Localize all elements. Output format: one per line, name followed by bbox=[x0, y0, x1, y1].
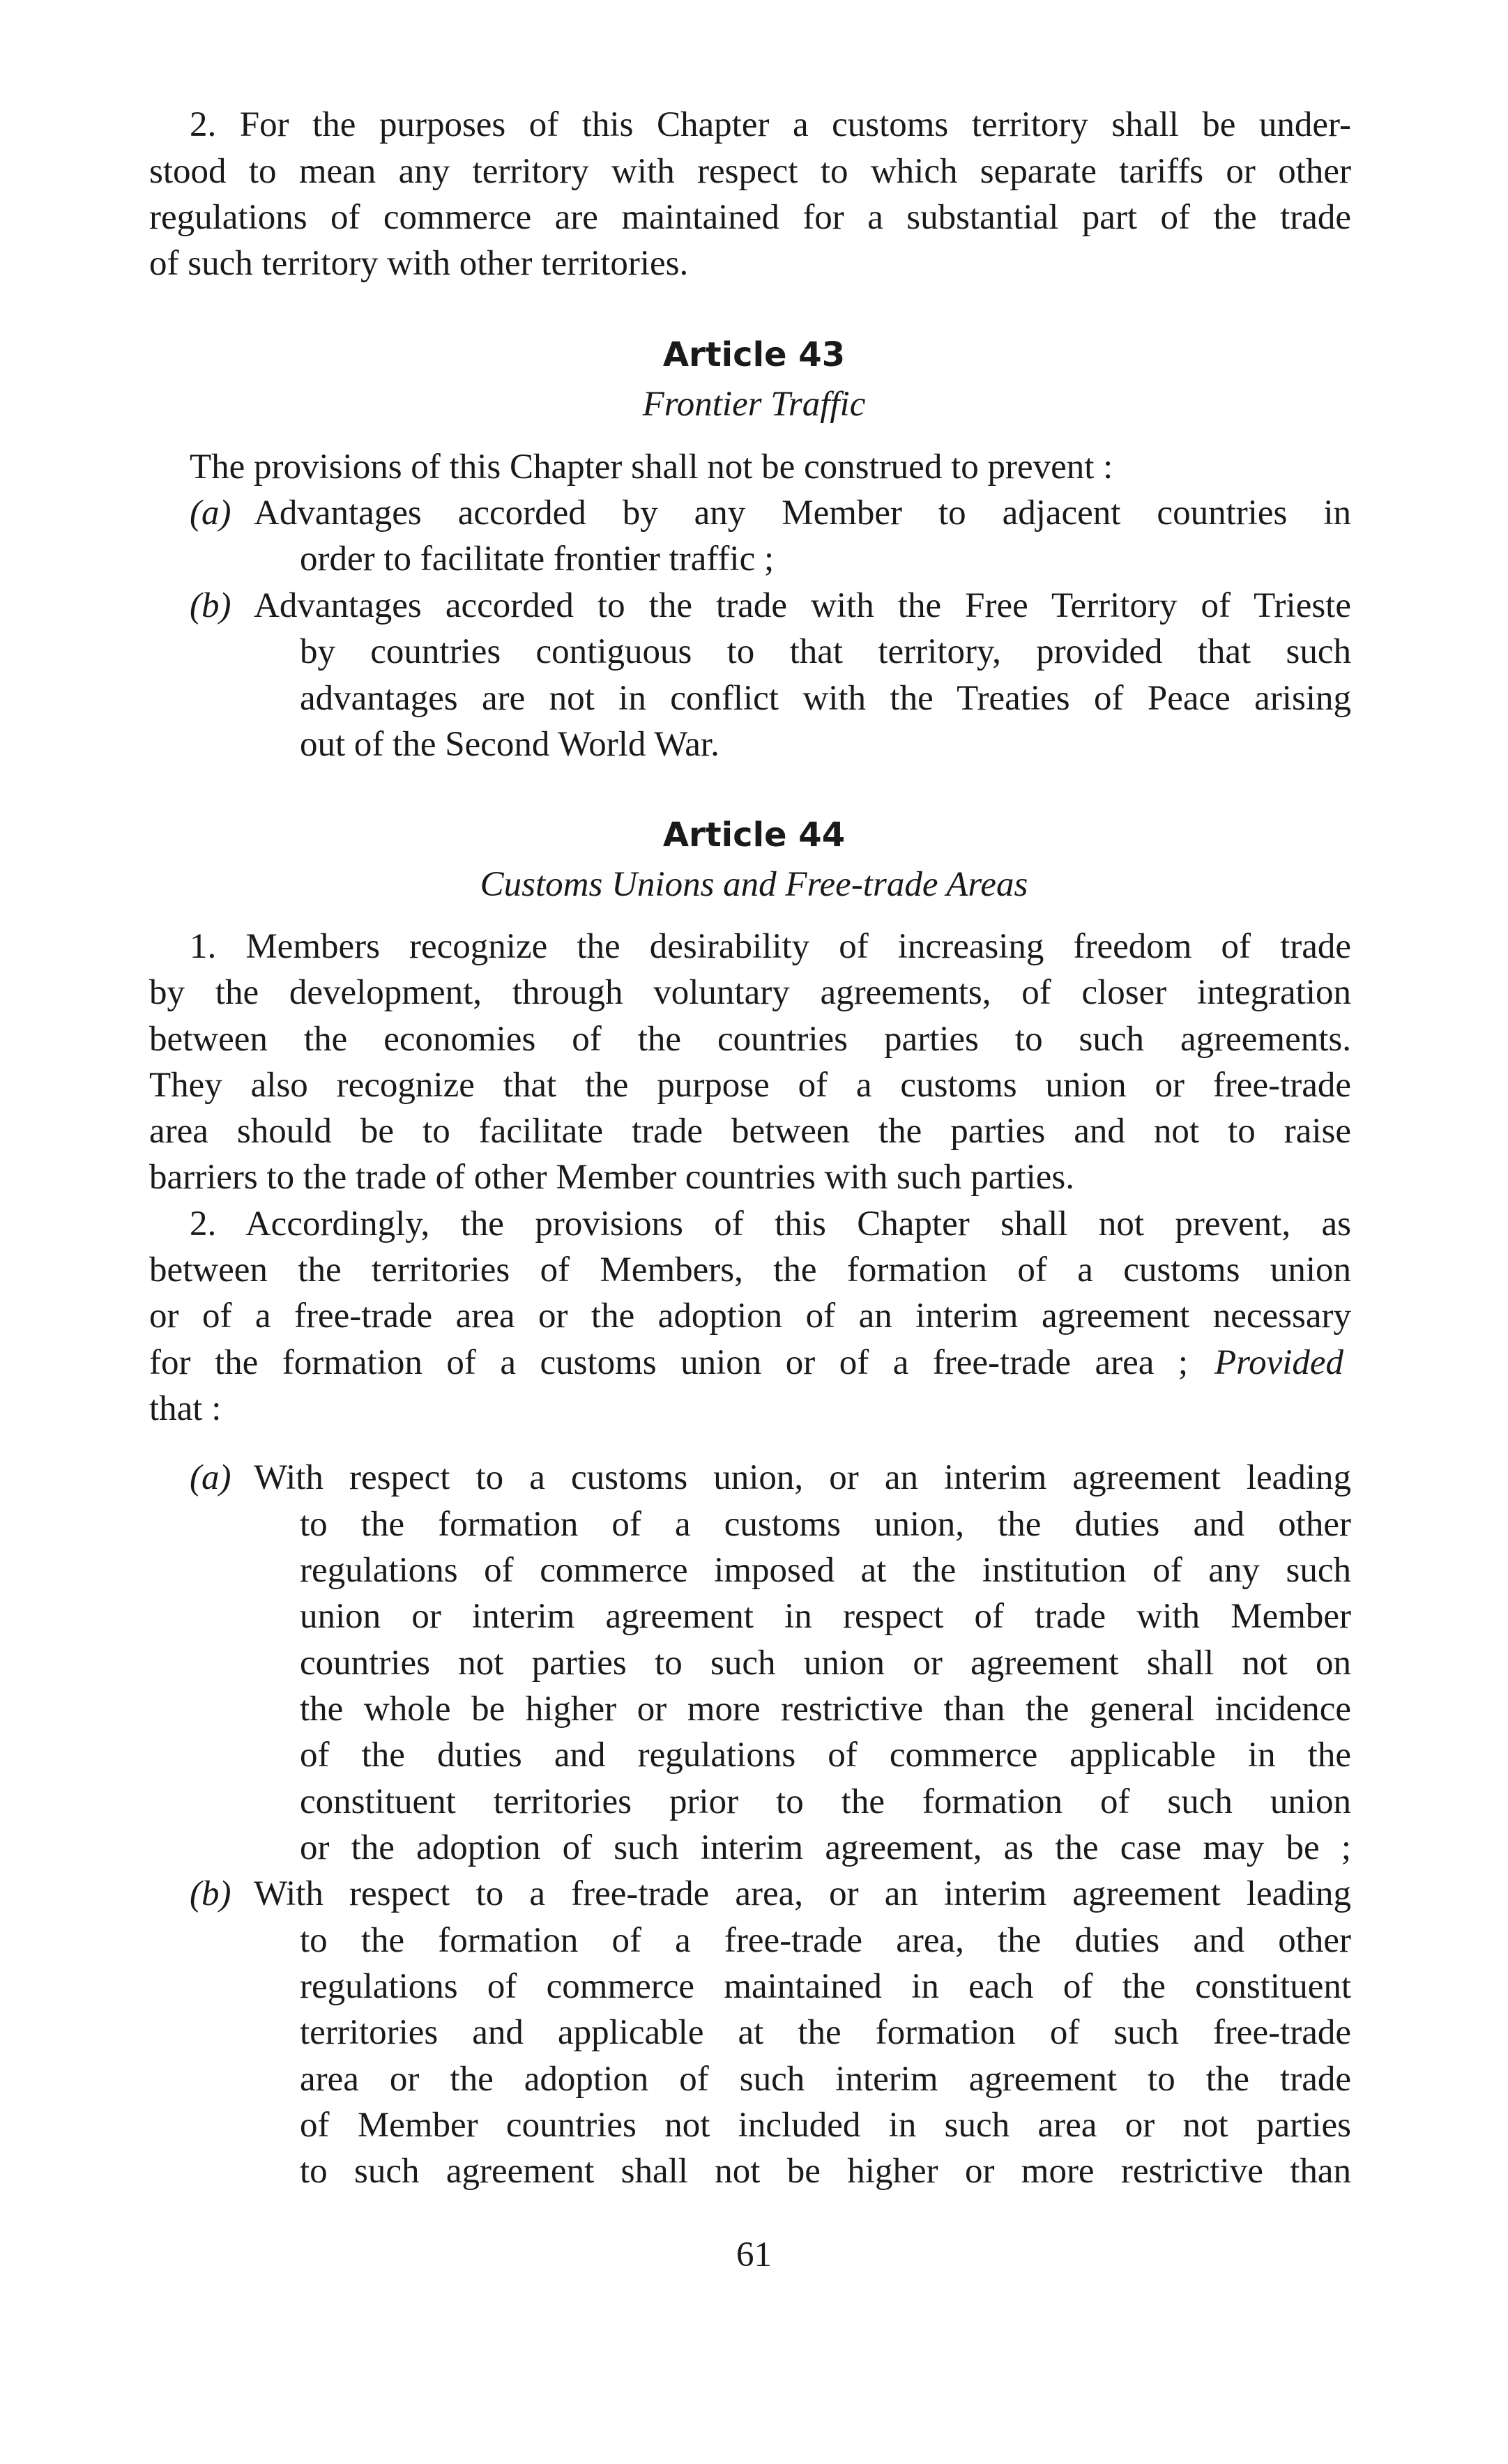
text-line: that : bbox=[149, 1389, 222, 1428]
text-line: the whole be higher or more restrictive than the general incidence bbox=[300, 1690, 1351, 1729]
text-line: advantages are not in conflict with the Treaties of Peace arising bbox=[300, 679, 1351, 718]
text-line: union or interim agreement in respect of trade with Member bbox=[300, 1597, 1351, 1636]
text-line: between the territories of Members, the formation of a customs union bbox=[149, 1250, 1351, 1290]
text-line: With respect to a customs union, or an interim agreement leading bbox=[254, 1458, 1351, 1497]
article-subtitle: Frontier Traffic bbox=[642, 385, 866, 424]
text-line: regulations of commerce maintained in each of the constituent bbox=[300, 1967, 1351, 2006]
text-line: They also recognize that the purpose of a customs union or free-trade bbox=[149, 1066, 1351, 1105]
text-line: Advantages accorded by any Member to adjacent countries in bbox=[254, 493, 1351, 533]
text-line: area should be to facilitate trade between the parties and not to raise bbox=[149, 1112, 1351, 1151]
text-line: or the adoption of such interim agreement, as the case may be ; bbox=[300, 1828, 1351, 1867]
text-line: Advantages accorded to the trade with the Free Territory of Trieste bbox=[254, 586, 1351, 625]
text-line: barriers to the trade of other Member countries with such parties. bbox=[149, 1158, 1074, 1197]
text-line: of the duties and regulations of commerce applicable in the bbox=[300, 1736, 1351, 1775]
page-number: 61 bbox=[736, 2235, 772, 2274]
text-line: 2. Accordingly, the provisions of this Chapter shall not prevent, as bbox=[190, 1204, 1351, 1244]
text-line: regulations of commerce imposed at the institution of any such bbox=[300, 1551, 1351, 1590]
text-line: by the development, through voluntary agreements, of closer integration bbox=[149, 973, 1351, 1012]
text-line: out of the Second World War. bbox=[300, 725, 719, 764]
list-marker: (b) bbox=[190, 1874, 231, 1913]
text-line: constituent territories prior to the formation of such union bbox=[300, 1782, 1351, 1821]
text-line: territories and applicable at the formation of such free-trade bbox=[300, 2013, 1351, 2052]
text-line: for the formation of a customs union or of a free-trade area ; bbox=[149, 1343, 1188, 1382]
text-line: to the formation of a free-trade area, the duties and other bbox=[300, 1921, 1351, 1960]
text-line: to the formation of a customs union, the duties and other bbox=[300, 1505, 1351, 1544]
list-marker: (a) bbox=[190, 493, 231, 533]
text-line: The provisions of this Chapter shall not be construed to prevent : bbox=[190, 447, 1113, 487]
text-line: stood to mean any territory with respect to which separate tariffs or other bbox=[149, 152, 1351, 191]
text-line: of such territory with other territories. bbox=[149, 244, 689, 283]
text-line: With respect to a free-trade area, or an interim agreement leading bbox=[254, 1874, 1351, 1913]
article-title: Article 43 bbox=[662, 335, 846, 374]
text-line: regulations of commerce are maintained for a substantial part of the trade bbox=[149, 198, 1351, 237]
text-line: by countries contiguous to that territory, provided that such bbox=[300, 632, 1351, 671]
text-line: 1. Members recognize the desirability of increasing freedom of trade bbox=[190, 927, 1351, 966]
list-marker: (a) bbox=[190, 1458, 231, 1497]
provided-emphasis: Provided bbox=[1214, 1343, 1344, 1382]
text-line: area or the adoption of such interim agreement to the trade bbox=[300, 2060, 1351, 2099]
list-marker: (b) bbox=[190, 586, 231, 625]
article-subtitle: Customs Unions and Free-trade Areas bbox=[480, 865, 1028, 904]
text-line: or of a free-trade area or the adoption of an interim agreement necessary bbox=[149, 1296, 1351, 1336]
text-line: countries not parties to such union or agreement shall not on bbox=[300, 1644, 1351, 1683]
article-title: Article 44 bbox=[662, 816, 846, 855]
text-line: to such agreement shall not be higher or more restrictive than bbox=[300, 2152, 1351, 2191]
text-line: order to facilitate frontier traffic ; bbox=[300, 540, 775, 579]
text-line: 2. For the purposes of this Chapter a customs territory shall be under- bbox=[190, 105, 1351, 144]
text-line: between the economies of the countries parties to such agreements. bbox=[149, 1020, 1351, 1059]
text-line: of Member countries not included in such area or not parties bbox=[300, 2106, 1351, 2145]
